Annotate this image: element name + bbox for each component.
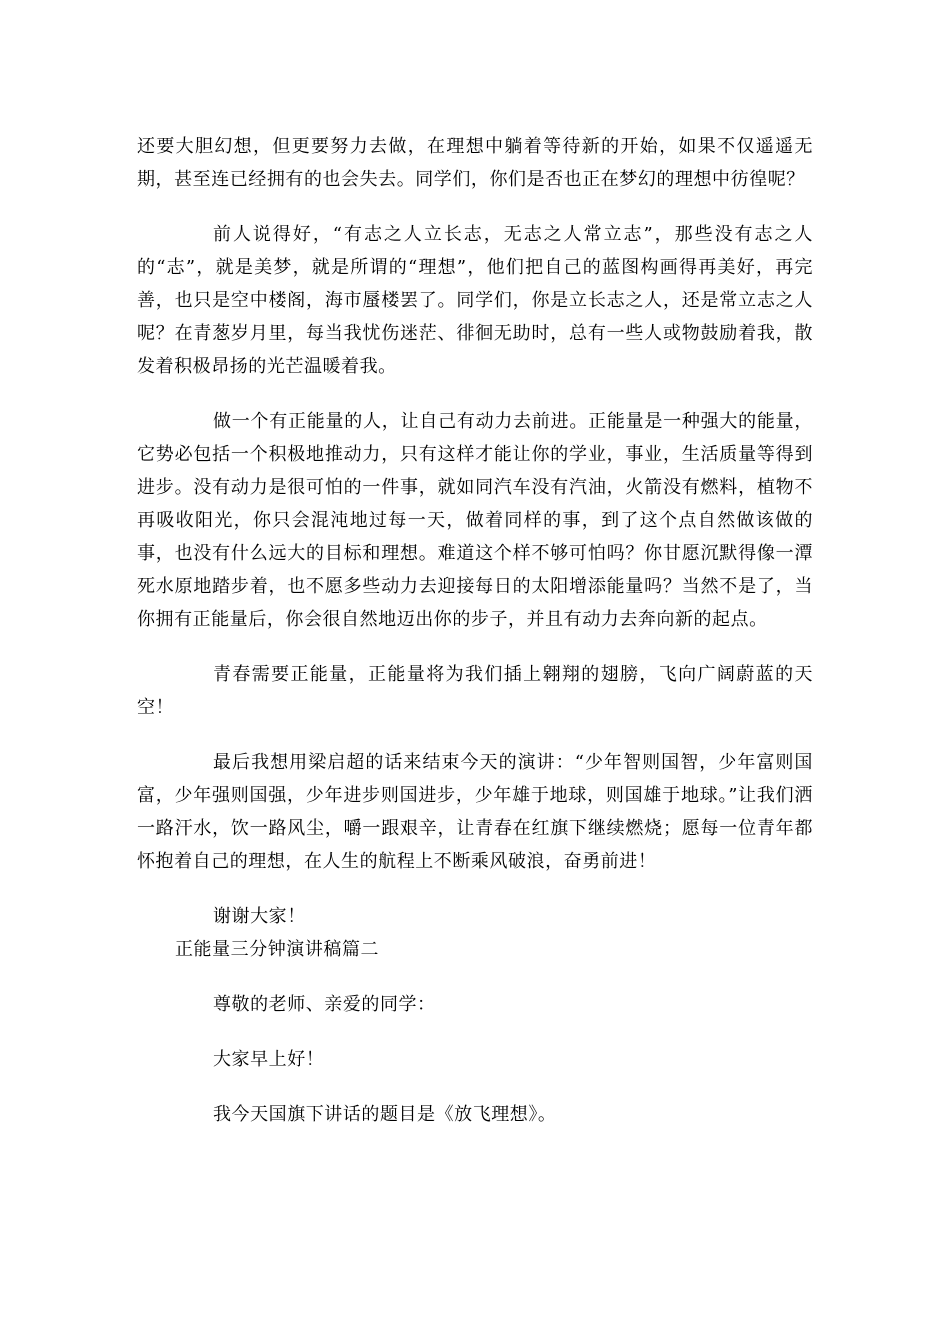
paragraph-4: 青春需要正能量，正能量将为我们插上翱翔的翅膀，飞向广阔蔚蓝的天空！ [137, 664, 813, 718]
greeting-line: 尊敬的老师、亲爱的同学： [213, 994, 436, 1015]
paragraph-5: 最后我想用梁启超的话来结束今天的演讲：“少年智则国智，少年富则国富，少年强则国强，少年进步则国进步，少年雄于地球，则国雄于地球。”让我们洒一路汗水，饮一路风尘，嚼一跟艰辛，让青春在红旗下继续燃烧；愿每一位青年都怀抱着自己的理想，在人生的航程上不断乘风破浪，奋勇前进！ [137, 752, 813, 872]
paragraph-3: 做一个有正能量的人，让自己有动力去前进。正能量是一种强大的能量，它势必包括一个积极地推动力，只有这样才能让你的学业，事业，生活质量等得到进步。没有动力是很可怕的一件事，就如同汽车没有汽油，火箭没有燃料，植物不再吸收阳光，你只会混沌地过每一天，做着同样的事，到了这个点自然做该做的事，也没有什么远大的目标和理想。难道这个样不够可怕吗？你甘愿沉默得像一潭死水原地踏步着，也不愿多些动力去迎接每日的太阳增添能量吗？当然不是了，当你拥有正能量后，你会很自然地迈出你的步子，并且有动力去奔向新的起点。 [137, 411, 813, 630]
paragraph-thanks: 谢谢大家！ [213, 906, 306, 927]
section-title: 正能量三分钟演讲稿篇二 [175, 939, 380, 960]
document-body [137, 130, 813, 1131]
topic-line: 我今天国旗下讲话的题目是《放飞理想》。 [213, 1104, 557, 1125]
morning-line: 大家早上好！ [213, 1049, 325, 1070]
paragraph-2: 前人说得好，“有志之人立长志，无志之人常立志”，那些没有志之人的“志”，就是美梦，就是所谓的“理想”，他们把自己的蓝图构画得再美好，再完善，也只是空中楼阁，海市蜃楼罢了。同学们，你是立长志之人，还是常立志之人呢？在青葱岁月里，每当我忧伤迷茫、徘徊无助时，总有一些人或物鼓励着我，散发着积极昂扬的光芒温暖着我。 [137, 224, 813, 377]
paragraph-1: 还要大胆幻想，但更要努力去做，在理想中躺着等待新的开始，如果不仅遥遥无期，甚至连已经拥有的也会失去。同学们，你们是否也正在梦幻的理想中彷徨呢？ [137, 136, 813, 190]
